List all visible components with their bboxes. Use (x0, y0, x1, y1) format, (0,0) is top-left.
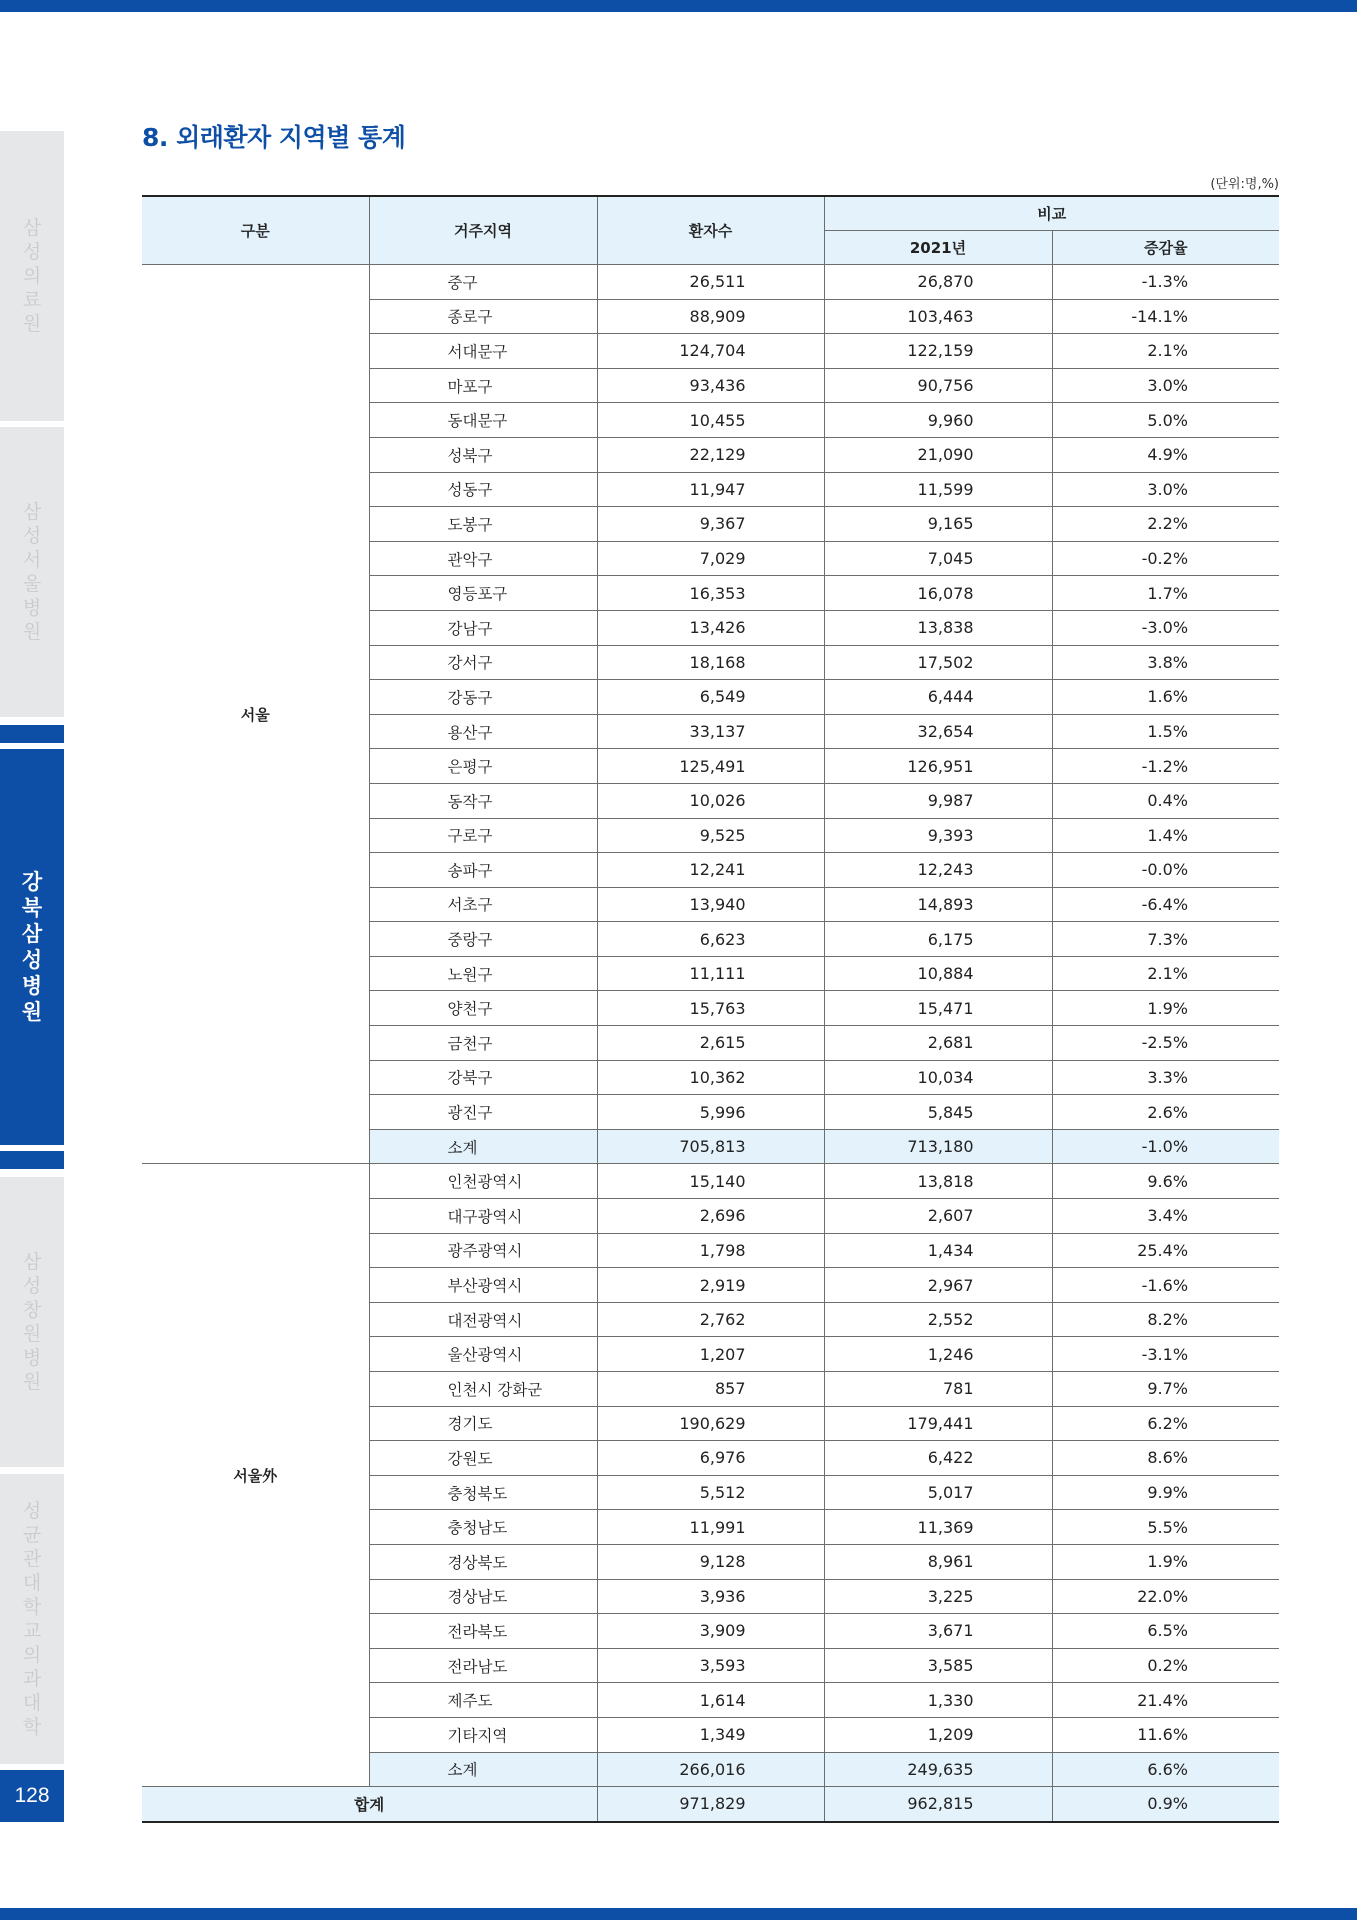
region-cell: 송파구 (369, 853, 597, 888)
prev-year-cell: 9,393 (824, 818, 1052, 853)
region-cell: 서초구 (369, 887, 597, 922)
unit-note: (단위:명,%) (1210, 177, 1279, 192)
prev-year-cell: 3,585 (824, 1648, 1052, 1683)
prev-year-cell: 17,502 (824, 645, 1052, 680)
sidebar-tab-samsung-changwon-hospital[interactable] (0, 1177, 64, 1467)
rate-cell: 1.7% (1052, 576, 1279, 611)
sidebar-tab-samsung-medical-center[interactable] (0, 131, 64, 421)
prev-year-cell: 6,422 (824, 1441, 1052, 1476)
prev-year-cell: 1,209 (824, 1717, 1052, 1752)
sidebar-tab-label: 삼성서울병원 (22, 501, 42, 643)
patients-cell: 11,947 (597, 472, 824, 507)
prev-year-cell: 6,175 (824, 922, 1052, 957)
header-prev-year: 2021년 (824, 231, 1052, 265)
outpatient-region-table (142, 195, 1279, 1823)
prev-year-cell: 16,078 (824, 576, 1052, 611)
subtotal-prev-year: 249,635 (824, 1752, 1052, 1787)
region-cell: 대전광역시 (369, 1302, 597, 1337)
page-number: 128 (0, 1770, 64, 1822)
rate-cell: 1.9% (1052, 1544, 1279, 1579)
prev-year-cell: 26,870 (824, 265, 1052, 300)
header-rate: 증감율 (1052, 231, 1279, 265)
patients-cell: 18,168 (597, 645, 824, 680)
patients-cell: 2,696 (597, 1199, 824, 1234)
region-cell: 은평구 (369, 749, 597, 784)
region-cell: 용산구 (369, 714, 597, 749)
patients-cell: 190,629 (597, 1406, 824, 1441)
prev-year-cell: 13,838 (824, 610, 1052, 645)
sidebar-tab-skku-medical-school[interactable] (0, 1474, 64, 1764)
prev-year-cell: 126,951 (824, 749, 1052, 784)
rate-cell: 3.0% (1052, 472, 1279, 507)
rate-cell: 9.6% (1052, 1164, 1279, 1199)
region-cell: 중구 (369, 265, 597, 300)
patients-cell: 7,029 (597, 541, 824, 576)
region-cell: 관악구 (369, 541, 597, 576)
prev-year-cell: 2,681 (824, 1026, 1052, 1061)
patients-cell: 857 (597, 1372, 824, 1407)
patients-cell: 1,349 (597, 1717, 824, 1752)
region-cell: 충청남도 (369, 1510, 597, 1545)
rate-cell: -0.0% (1052, 853, 1279, 888)
rate-cell: 8.2% (1052, 1302, 1279, 1337)
sidebar-tab-label: 삼성창원병원 (22, 1251, 42, 1393)
region-cell: 경상북도 (369, 1544, 597, 1579)
prev-year-cell: 5,017 (824, 1475, 1052, 1510)
rate-cell: 3.8% (1052, 645, 1279, 680)
sidebar-tab-kangbuk-samsung-hospital[interactable] (0, 749, 64, 1145)
patients-cell: 9,367 (597, 507, 824, 542)
patients-cell: 10,362 (597, 1060, 824, 1095)
rate-cell: 2.2% (1052, 507, 1279, 542)
region-cell: 강북구 (369, 1060, 597, 1095)
patients-cell: 1,614 (597, 1683, 824, 1718)
region-cell: 울산광역시 (369, 1337, 597, 1372)
patients-cell: 1,207 (597, 1337, 824, 1372)
region-cell: 도봉구 (369, 507, 597, 542)
patients-cell: 33,137 (597, 714, 824, 749)
rate-cell: -2.5% (1052, 1026, 1279, 1061)
patients-cell: 5,996 (597, 1095, 824, 1130)
region-cell: 강동구 (369, 680, 597, 715)
region-cell: 부산광역시 (369, 1268, 597, 1303)
prev-year-cell: 3,671 (824, 1614, 1052, 1649)
subtotal-rate: 6.6% (1052, 1752, 1279, 1787)
region-cell: 강원도 (369, 1441, 597, 1476)
prev-year-cell: 12,243 (824, 853, 1052, 888)
rate-cell: 8.6% (1052, 1441, 1279, 1476)
region-cell: 강남구 (369, 610, 597, 645)
region-cell: 동대문구 (369, 403, 597, 438)
rate-cell: -14.1% (1052, 299, 1279, 334)
rate-cell: -3.0% (1052, 610, 1279, 645)
patients-cell: 2,919 (597, 1268, 824, 1303)
rate-cell: 22.0% (1052, 1579, 1279, 1614)
prev-year-cell: 103,463 (824, 299, 1052, 334)
region-cell: 인천시 강화군 (369, 1372, 597, 1407)
prev-year-cell: 11,599 (824, 472, 1052, 507)
rate-cell: 1.6% (1052, 680, 1279, 715)
prev-year-cell: 2,967 (824, 1268, 1052, 1303)
table-row (142, 265, 1279, 300)
region-cell: 충청북도 (369, 1475, 597, 1510)
patients-cell: 6,976 (597, 1441, 824, 1476)
rate-cell: 25.4% (1052, 1233, 1279, 1268)
prev-year-cell: 179,441 (824, 1406, 1052, 1441)
patients-cell: 15,763 (597, 991, 824, 1026)
region-cell: 전라북도 (369, 1614, 597, 1649)
patients-cell: 16,353 (597, 576, 824, 611)
prev-year-cell: 2,552 (824, 1302, 1052, 1337)
region-cell: 성북구 (369, 437, 597, 472)
rate-cell: 5.5% (1052, 1510, 1279, 1545)
region-cell: 중랑구 (369, 922, 597, 957)
patients-cell: 26,511 (597, 265, 824, 300)
rate-cell: -1.2% (1052, 749, 1279, 784)
rate-cell: 5.0% (1052, 403, 1279, 438)
header-region: 거주지역 (369, 196, 597, 265)
region-cell: 구로구 (369, 818, 597, 853)
patients-cell: 9,128 (597, 1544, 824, 1579)
subtotal-patients: 705,813 (597, 1129, 824, 1164)
rate-cell: 2.1% (1052, 956, 1279, 991)
patients-cell: 22,129 (597, 437, 824, 472)
sidebar-divider (0, 1151, 64, 1169)
sidebar-tab-label: 성균관대학교 의과대학 (22, 1500, 42, 1738)
patients-cell: 13,426 (597, 610, 824, 645)
region-cell: 경상남도 (369, 1579, 597, 1614)
patients-cell: 3,909 (597, 1614, 824, 1649)
region-cell: 광주광역시 (369, 1233, 597, 1268)
rate-cell: -0.2% (1052, 541, 1279, 576)
rate-cell: 1.5% (1052, 714, 1279, 749)
region-cell: 마포구 (369, 368, 597, 403)
patients-cell: 3,936 (597, 1579, 824, 1614)
region-cell: 노원구 (369, 956, 597, 991)
subtotal-rate: -1.0% (1052, 1129, 1279, 1164)
patients-cell: 93,436 (597, 368, 824, 403)
sidebar-tab-label: 강북삼성병원 (21, 870, 43, 1024)
region-cell: 서대문구 (369, 334, 597, 369)
patients-cell: 15,140 (597, 1164, 824, 1199)
prev-year-cell: 9,165 (824, 507, 1052, 542)
rate-cell: 3.4% (1052, 1199, 1279, 1234)
prev-year-cell: 9,960 (824, 403, 1052, 438)
prev-year-cell: 7,045 (824, 541, 1052, 576)
region-cell: 동작구 (369, 783, 597, 818)
patients-cell: 3,593 (597, 1648, 824, 1683)
rate-cell: 4.9% (1052, 437, 1279, 472)
rate-cell: 2.6% (1052, 1095, 1279, 1130)
region-cell: 대구광역시 (369, 1199, 597, 1234)
patients-cell: 6,623 (597, 922, 824, 957)
rate-cell: 6.2% (1052, 1406, 1279, 1441)
patients-cell: 10,455 (597, 403, 824, 438)
rate-cell: -6.4% (1052, 887, 1279, 922)
section-title: 8. 외래환자 지역별 통계 (142, 123, 406, 152)
patients-cell: 10,026 (597, 783, 824, 818)
rate-cell: 0.2% (1052, 1648, 1279, 1683)
prev-year-cell: 15,471 (824, 991, 1052, 1026)
patients-cell: 12,241 (597, 853, 824, 888)
prev-year-cell: 781 (824, 1372, 1052, 1407)
prev-year-cell: 32,654 (824, 714, 1052, 749)
rate-cell: 6.5% (1052, 1614, 1279, 1649)
prev-year-cell: 2,607 (824, 1199, 1052, 1234)
group-label: 서울 (142, 265, 369, 1164)
rate-cell: 2.1% (1052, 334, 1279, 369)
rate-cell: 7.3% (1052, 922, 1279, 957)
prev-year-cell: 10,884 (824, 956, 1052, 991)
prev-year-cell: 13,818 (824, 1164, 1052, 1199)
rate-cell: 3.3% (1052, 1060, 1279, 1095)
prev-year-cell: 14,893 (824, 887, 1052, 922)
region-cell: 영등포구 (369, 576, 597, 611)
subtotal-label: 소계 (369, 1129, 597, 1164)
region-cell: 양천구 (369, 991, 597, 1026)
patients-cell: 9,525 (597, 818, 824, 853)
patients-cell: 11,991 (597, 1510, 824, 1545)
region-cell: 종로구 (369, 299, 597, 334)
rate-cell: 0.4% (1052, 783, 1279, 818)
total-prev-year: 962,815 (824, 1787, 1052, 1822)
rate-cell: 21.4% (1052, 1683, 1279, 1718)
prev-year-cell: 6,444 (824, 680, 1052, 715)
total-label: 합계 (142, 1787, 597, 1822)
header-category: 구분 (142, 196, 369, 265)
sidebar-tab-label: 삼성의료원 (22, 217, 42, 335)
subtotal-label: 소계 (369, 1752, 597, 1787)
patients-cell: 1,798 (597, 1233, 824, 1268)
sidebar-tab-samsung-seoul-hospital[interactable] (0, 427, 64, 717)
rate-cell: -1.3% (1052, 265, 1279, 300)
sidebar-divider (0, 725, 64, 743)
prev-year-cell: 21,090 (824, 437, 1052, 472)
region-cell: 성동구 (369, 472, 597, 507)
header-compare: 비교 (824, 196, 1279, 231)
patients-cell: 5,512 (597, 1475, 824, 1510)
total-rate: 0.9% (1052, 1787, 1279, 1822)
patients-cell: 6,549 (597, 680, 824, 715)
rate-cell: 9.7% (1052, 1372, 1279, 1407)
prev-year-cell: 10,034 (824, 1060, 1052, 1095)
patients-cell: 124,704 (597, 334, 824, 369)
patients-cell: 11,111 (597, 956, 824, 991)
patients-cell: 2,762 (597, 1302, 824, 1337)
subtotal-patients: 266,016 (597, 1752, 824, 1787)
total-patients: 971,829 (597, 1787, 824, 1822)
region-cell: 기타지역 (369, 1717, 597, 1752)
region-cell: 경기도 (369, 1406, 597, 1441)
prev-year-cell: 90,756 (824, 368, 1052, 403)
subtotal-prev-year: 713,180 (824, 1129, 1052, 1164)
prev-year-cell: 1,246 (824, 1337, 1052, 1372)
prev-year-cell: 11,369 (824, 1510, 1052, 1545)
total-row (142, 1787, 1279, 1822)
patients-cell: 13,940 (597, 887, 824, 922)
prev-year-cell: 5,845 (824, 1095, 1052, 1130)
rate-cell: 9.9% (1052, 1475, 1279, 1510)
region-cell: 광진구 (369, 1095, 597, 1130)
prev-year-cell: 8,961 (824, 1544, 1052, 1579)
rate-cell: 3.0% (1052, 368, 1279, 403)
region-cell: 제주도 (369, 1683, 597, 1718)
top-accent-bar (0, 0, 1357, 12)
region-cell: 금천구 (369, 1026, 597, 1061)
group-label: 서울外 (142, 1164, 369, 1787)
rate-cell: -1.6% (1052, 1268, 1279, 1303)
prev-year-cell: 9,987 (824, 783, 1052, 818)
table-row (142, 1164, 1279, 1199)
rate-cell: 11.6% (1052, 1717, 1279, 1752)
prev-year-cell: 1,434 (824, 1233, 1052, 1268)
region-cell: 인천광역시 (369, 1164, 597, 1199)
bottom-accent-bar (0, 1908, 1357, 1920)
rate-cell: 1.9% (1052, 991, 1279, 1026)
prev-year-cell: 1,330 (824, 1683, 1052, 1718)
region-cell: 전라남도 (369, 1648, 597, 1683)
rate-cell: -3.1% (1052, 1337, 1279, 1372)
patients-cell: 2,615 (597, 1026, 824, 1061)
patients-cell: 88,909 (597, 299, 824, 334)
patients-cell: 125,491 (597, 749, 824, 784)
prev-year-cell: 3,225 (824, 1579, 1052, 1614)
rate-cell: 1.4% (1052, 818, 1279, 853)
header-patients: 환자수 (597, 196, 824, 265)
region-cell: 강서구 (369, 645, 597, 680)
prev-year-cell: 122,159 (824, 334, 1052, 369)
